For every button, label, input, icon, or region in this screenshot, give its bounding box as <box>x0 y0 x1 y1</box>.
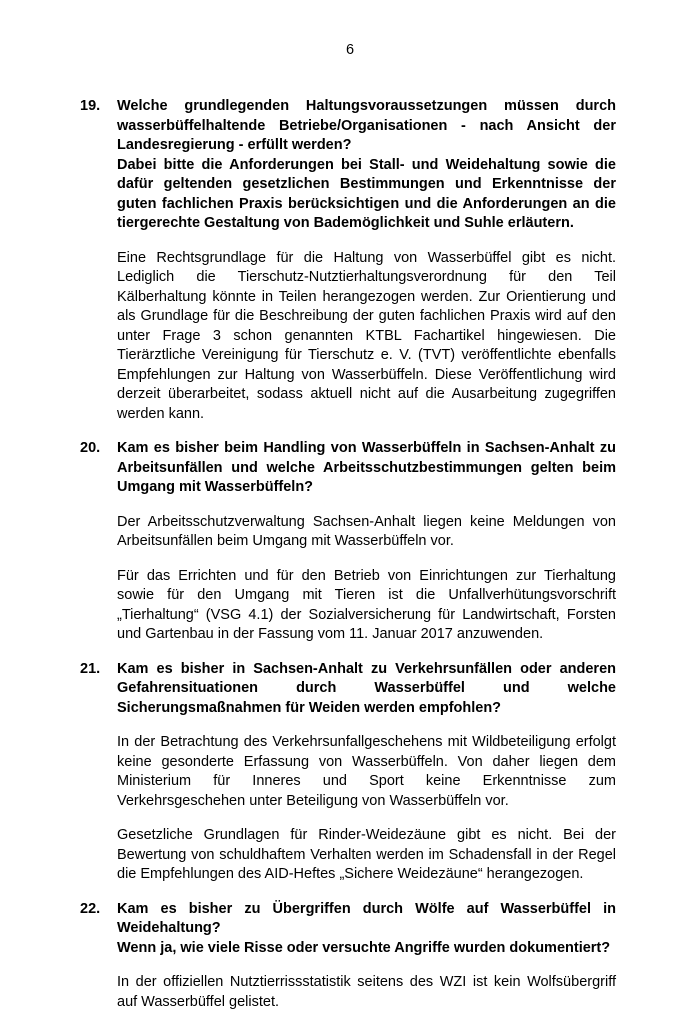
question-text: Kam es bisher in Sachsen-Anhalt zu Verkehrsunfällen oder anderen Gefahrensituationen durch Wasserbüffel und welche Sicherungsmaßnahmen für Weiden werden empfohlen? <box>117 660 616 716</box>
answer-paragraph: Für das Errichten und für den Betrieb von Einrichtungen zur Tierhaltung sowie für den Umgang mit Tieren ist die Unfallverhütungsvorschrift „Tierhaltung“ (VSG 4.1) der Sozialversicherung für Landwirtschaft, Forsten und Gartenbau in der Fassung vom 11. Januar 2017 anzuwenden. <box>117 567 616 642</box>
page-number: 6 <box>345 42 355 58</box>
question-text: Kam es bisher beim Handling von Wasserbüffeln in Sachsen-Anhalt zu Arbeitsunfällen und welche Arbeitsschutzbestimmungen gelten beim Umgang mit Wasserbüffeln? <box>117 440 616 495</box>
document-body <box>80 97 616 1027</box>
question-number: 20. <box>80 440 101 456</box>
question-number: 19. <box>80 98 101 114</box>
question-number: 22. <box>80 900 101 917</box>
answer-paragraph: In der Betrachtung des Verkehrsunfallgeschehens mit Wildbeteiligung erfolgt keine gesonderte Erfassung von Wasserbüffeln. Von daher liegen dem Ministerium für Inneres und Sport keine Erkenntnisse zum Verkehrsgeschehen unter Beteiligung von Wasserbüffeln vor. <box>117 734 616 809</box>
question-text: Welche grundlegenden Haltungsvoraussetzungen müssen durch wasserbüffelhaltende Betriebe/Organisationen - nach Ansicht der Landesregierung - erfüllt werden? <box>117 98 616 153</box>
answer-paragraph: Der Arbeitsschutzverwaltung Sachsen-Anhalt liegen keine Meldungen von Arbeitsunfällen beim Umgang mit Wasserbüffeln vor. <box>117 513 616 549</box>
question-text: Dabei bitte die Anforderungen bei Stall- und Weidehaltung sowie die dafür geltenden gesetzlichen Bestimmungen und Erkenntnisse der guten fachlichen Praxis berücksichtigen und die Anforderungen an die tiergerechte Gestaltung von Bademöglichkeit und Suhle erläutern. <box>117 156 616 231</box>
question-text: Kam es bisher zu Übergriffen durch Wölfe auf Wasserbüffel in Weidehaltung? <box>117 900 616 936</box>
question-item-19 <box>80 97 616 424</box>
question-number: 21. <box>80 660 101 677</box>
question-item-21 <box>80 660 616 885</box>
answer-paragraph: In der offiziellen Nutztierrissstatistik seitens des WZI ist kein Wolfsübergriff auf Wasserbüffel gelistet. <box>117 974 616 1010</box>
answer-paragraph: Eine Rechtsgrundlage für die Haltung von Wasserbüffel gibt es nicht. Lediglich die Tierschutz-Nutztierhaltungsverordnung für den Teil Kälberhaltung könnte in Teilen herangezogen werden. Zur Orientierung und als Grundlage für die Beschreibung der guten fachlichen Praxis wird auf den unter Frage 3 schon genannten KTBL Fachartikel hingewiesen. Die Tierärztliche Vereinigung für Tierschutz e. V. (TVT) veröffentlichte ebenfalls Empfehlungen zur Haltung von Wasserbüffeln. Diese Veröffentlichung wird derzeit überarbeitet, sodass aktuell nicht auf die Ausarbeitung zugegriffen werden kann. <box>117 249 616 422</box>
question-item-20 <box>80 439 616 645</box>
question-item-22 <box>80 900 616 1013</box>
question-text: Wenn ja, wie viele Risse oder versuchte Angriffe wurden dokumentiert? <box>117 939 611 956</box>
answer-paragraph: Gesetzliche Grundlagen für Rinder-Weidezäune gibt es nicht. Bei der Bewertung von schuldhaftem Verhalten werden im Schadensfall in der Regel die Empfehlungen des AID-Heftes „Sichere Weidezäune“ herangezogen. <box>117 827 616 882</box>
